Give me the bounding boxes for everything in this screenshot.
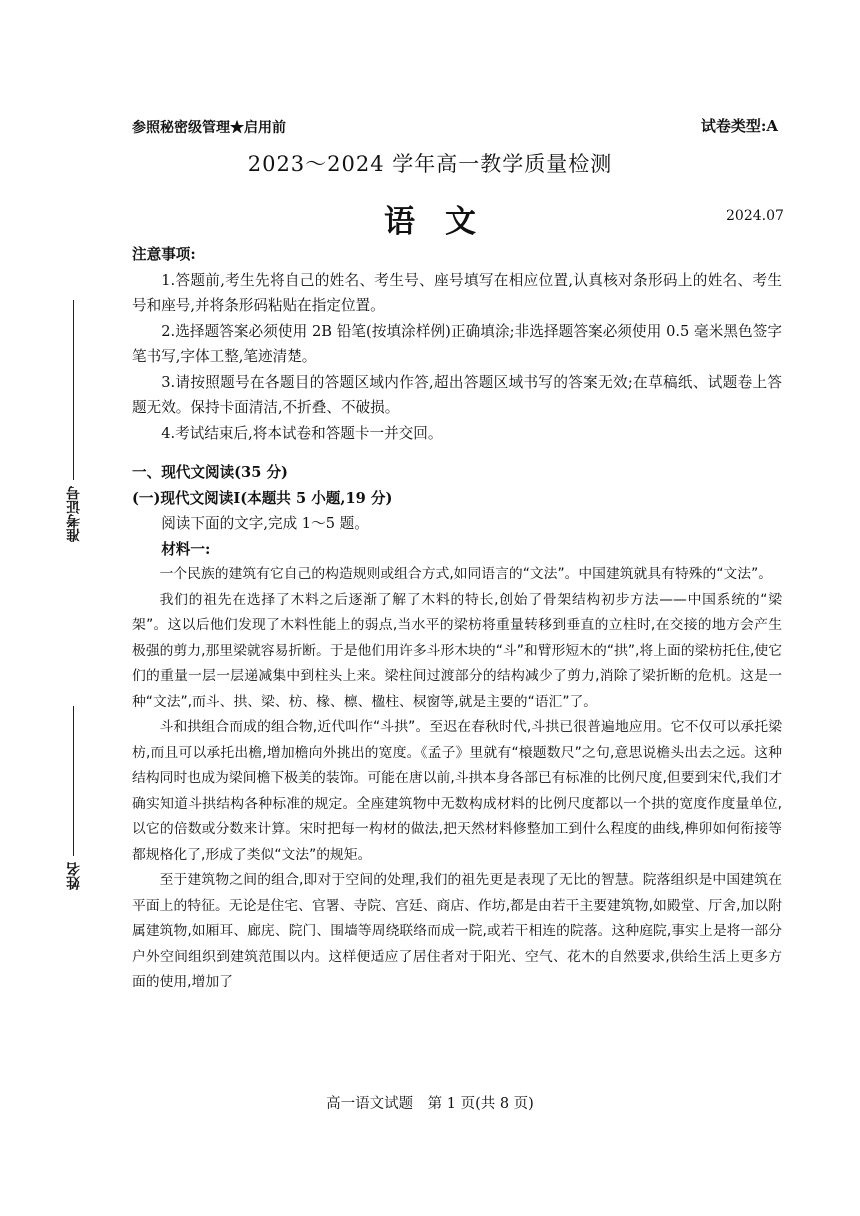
passage-paragraph: 我们的祖先在选择了木料之后逐渐了解了木料的特长,创始了骨架结构初步方法——中国系统的“梁架”。这以后他们发现了木料性能上的弱点,当水平的梁枋将重量转移到垂直的立柱时,在交接的地方会产生极强的剪力,那里梁就容易折断。于是他们用许多斗形木块的“斗”和臂形短木的“拱”,将上面的梁枋托住,使它们的重量一层一层递减集中到柱头上来。梁柱间过渡部分的结构减少了剪力,消除了梁折断的危机。这是一种“文法”,而斗、拱、梁、枋、椽、檩、楹柱、棂窗等,就是主要的“语汇”了。 [132, 591, 782, 710]
name-label: 姓名 [66, 862, 82, 890]
notes-title: 注意事项: [132, 246, 196, 263]
main-content [132, 242, 782, 996]
note-item: 2.选择题答案必须使用 2B 铅笔(按填涂样例)正确填涂;非选择题答案必须使用 0.5 毫米黑色签字笔书写,字体工整,笔迹清楚。 [132, 322, 782, 365]
exam-id-line [74, 300, 75, 480]
exam-id-field [64, 300, 84, 542]
reading-passage [132, 562, 782, 996]
note-item: 4.考试结束后,将本试卷和答题卡一并交回。 [161, 424, 443, 442]
page-footer: 高一语文试题 第 1 页(共 8 页) [326, 1096, 534, 1112]
section-title: 一、现代文阅读(35 分) [132, 464, 288, 481]
exam-id-label: 准考证号 [66, 486, 82, 542]
name-field [64, 706, 84, 890]
confidential-label: 参照秘密级管理★启用前 [132, 120, 286, 136]
passage-paragraph: 斗和拱组合而成的组合物,近代叫作“斗拱”。至迟在春秋时代,斗拱已很普遍地应用。它不仅可以承托梁枋,而且可以承托出檐,增加檐向外挑出的宽度。《孟子》里就有“榱题数尺”之句,意思说檐头出去之远。这种结构同时也成为梁间檐下极美的装饰。可能在唐以前,斗拱本身各部已有标准的比例尺度,但要到宋代,我们才确实知道斗拱结构各种标准的规定。全座建筑物中无数构成材料的比例尺度都以一个拱的宽度作度量单位,以它的倍数或分数来计算。宋时把每一构材的做法,把天然材料修整加工到什么程度的曲线,榫卯如何衔接等都规格化了,形成了类似“文法”的规矩。 [132, 719, 782, 863]
note-item: 1.答题前,考生先将自己的姓名、考生号、座号填写在相应位置,认真核对条形码上的姓名、考生号和座号,并将条形码粘贴在指定位置。 [132, 271, 782, 314]
sub-section-title: (一)现代文阅读Ⅰ(本题共 5 小题,19 分) [132, 489, 393, 507]
passage-paragraph: 一个民族的建筑有它自己的构造规则或组合方式,如同语言的“文法”。中国建筑就具有特殊的“文法”。 [159, 566, 773, 582]
paper-type-label: 试卷类型:A [700, 117, 778, 135]
note-item: 3.请按照题号在各题目的答题区域内作答,超出答题区域书写的答案无效;在草稿纸、试题卷上答题无效。保持卡面清洁,不折叠、不破损。 [132, 373, 782, 416]
exam-title: 2023～2024 学年高一教学质量检测 [247, 152, 613, 176]
instruction: 阅读下面的文字,完成 1～5 题。 [161, 515, 369, 532]
exam-date: 2024.07 [726, 208, 784, 224]
name-line [74, 706, 75, 856]
passage-paragraph: 至于建筑物之间的组合,即对于空间的处理,我们的祖先更是表现了无比的智慧。院落组织是中国建筑在平面上的特征。无论是住宅、官署、寺院、宫廷、商店、作坊,都是由若干主要建筑物,如殿堂、厅舍,加以附属建筑物,如厢耳、廊庑、院门、围墙等周绕联络而成一院,或若干相连的院落。这种庭院,事实上是将一部分户外空间组织到建筑范围以内。这样便适应了居住者对于阳光、空气、花木的自然要求,供给生活上更多方面的使用,增加了 [132, 872, 782, 990]
subject-title: 语文 [384, 204, 506, 240]
material-label: 材料一: [161, 540, 211, 558]
